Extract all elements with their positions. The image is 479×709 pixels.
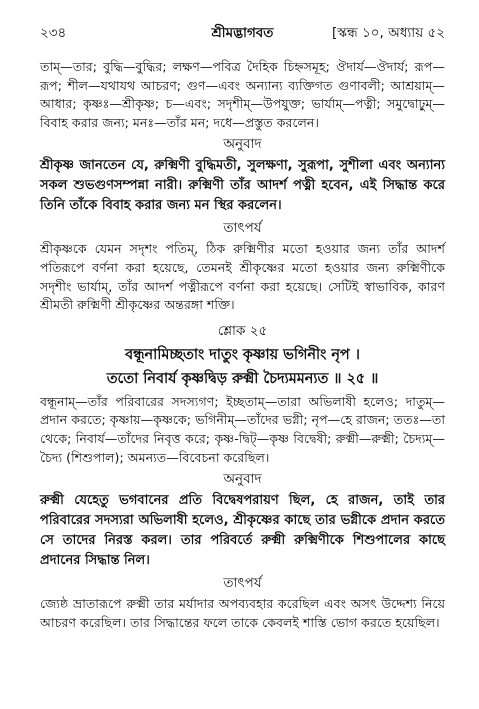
synonyms-text: তাম্—তার; বুদ্ধি—বুদ্ধির; লক্ষণ—পবিত্র দৈহিক চিহ্নসমূহ; ঔদার্য—ঔদার্য; রূপ—রূপ; শীল—যথাযথ আচরণ; গুণ—এবং অন্যান্য ব্যক্তিগত গুণাবলী; আশ্রয়াম্—আধার; কৃষ্ণঃ—শ্রীকৃষ্ণ; চ—এবং; সদৃশীম্—উপযুক্ত; ভার্যাম্—পত্নী; সমুদ্বোঢ়ুম্—বিবাহ করার জন্য; মনঃ—তাঁর মন; দধে—প্রস্তুত করলেন।: [40, 59, 445, 130]
translation-heading: অনুবাদ: [223, 471, 262, 488]
purport-text: শ্রীকৃষ্ণকে যেমন সদৃশং পতিম্, ঠিক রুক্মিণীর মতো হওয়ার জন্য তাঁর আদর্শ পতিরূপে বর্ণনা করা হয়েছে, তেমনই শ্রীকৃষ্ণের মতো হওয়ার জন্য রুক্মিণীকে সদৃশীং ভার্যাম্, তাঁর আদর্শ পত্নীরূপে বর্ণনা করা হয়েছে। সেটিই স্বাভাবিক, কারণ শ্রীমতী রুক্মিণী শ্রীকৃষ্ণের অন্তরঙ্গা শক্তি।: [40, 241, 445, 313]
verse-line: বন্ধূনামিচ্ছতাং দাতুং কৃষ্ণায় ভগিনীং নৃপ ।: [125, 346, 360, 363]
verse-title: শ্লোক ২৫: [217, 322, 268, 339]
translation-text: রুক্মী যেহেতু ভগবানের প্রতি বিদ্বেষপরায়ণ ছিল, হে রাজন, তাই তার পরিবারের সদস্যরা অভিলাষী হলেও, শ্রীকৃষ্ণের কাছে তার ভগ্নীকে প্রদান করতে সে তাদের নিরস্ত করল। তার পরিবর্তে রুক্মী রুক্মিণীকে শিশুপালের কাছে প্রদানের সিদ্ধান্ত নিল।: [40, 493, 445, 569]
purport-text: জ্যেষ্ঠ ভ্রাতারূপে রুক্মী তার মর্যাদার অপব্যবহার করেছিল এবং অসৎ উদ্দেশ্য নিয়ে আচরণ করেছিল। তার সিদ্ধান্তের ফলে তাকে কেবলই শাস্তি ভোগ করতে হয়েছিল।: [40, 596, 445, 630]
purport-heading: তাৎপর্য: [223, 575, 262, 592]
synonyms-text: বন্ধূনাম্—তাঁর পরিবারের সদস্যগণ; ইচ্ছতাম্—তারা অভিলাষী হলেও; দাতুম্—প্রদান করতে; কৃষ্ণায়—কৃষ্ণকে; ভগিনীম্—তাঁদের ভগ্নী; নৃপ—হে রাজন; ততঃ—তা থেকে; নিবার্য—তাঁদের নিবৃত্ত করে; কৃষ্ণ-দ্বিট্—কৃষ্ণ বিদ্বেষী; রুক্মী—রুক্মী; চৈদ্যম্—চৈদ্য (শিশুপাল); অমন্যত—বিবেচনা করেছিল।: [40, 393, 445, 465]
page-number: ২৩৪: [40, 25, 67, 41]
purport-heading: তাৎপর্য: [223, 220, 262, 237]
page-body: [40, 58, 445, 632]
book-title: শ্রীমদ্ভাগবত: [211, 25, 274, 41]
verse-line: ততো নিবার্য কৃষ্ণদ্বিড় রুক্মী চৈদ্যমমন্যত ॥ ২৫ ॥: [106, 370, 379, 387]
translation-heading: অনুবাদ: [223, 136, 262, 153]
page-header: [40, 22, 445, 46]
chapter-reference: [স্কন্ধ ১০, অধ্যায় ৫২: [332, 25, 445, 41]
translation-text: শ্রীকৃষ্ণ জানতেন যে, রুক্মিণী বুদ্ধিমতী, সুলক্ষণা, সুরূপা, সুশীলা এবং অন্যান্য সকল শুভগুণসম্পন্না নারী। রুক্মিণী তাঁর আদর্শ পত্নী হবেন, এই সিদ্ধান্ত করে তিনি তাঁকে বিবাহ করার জন্য মন স্থির করলেন।: [40, 158, 445, 214]
